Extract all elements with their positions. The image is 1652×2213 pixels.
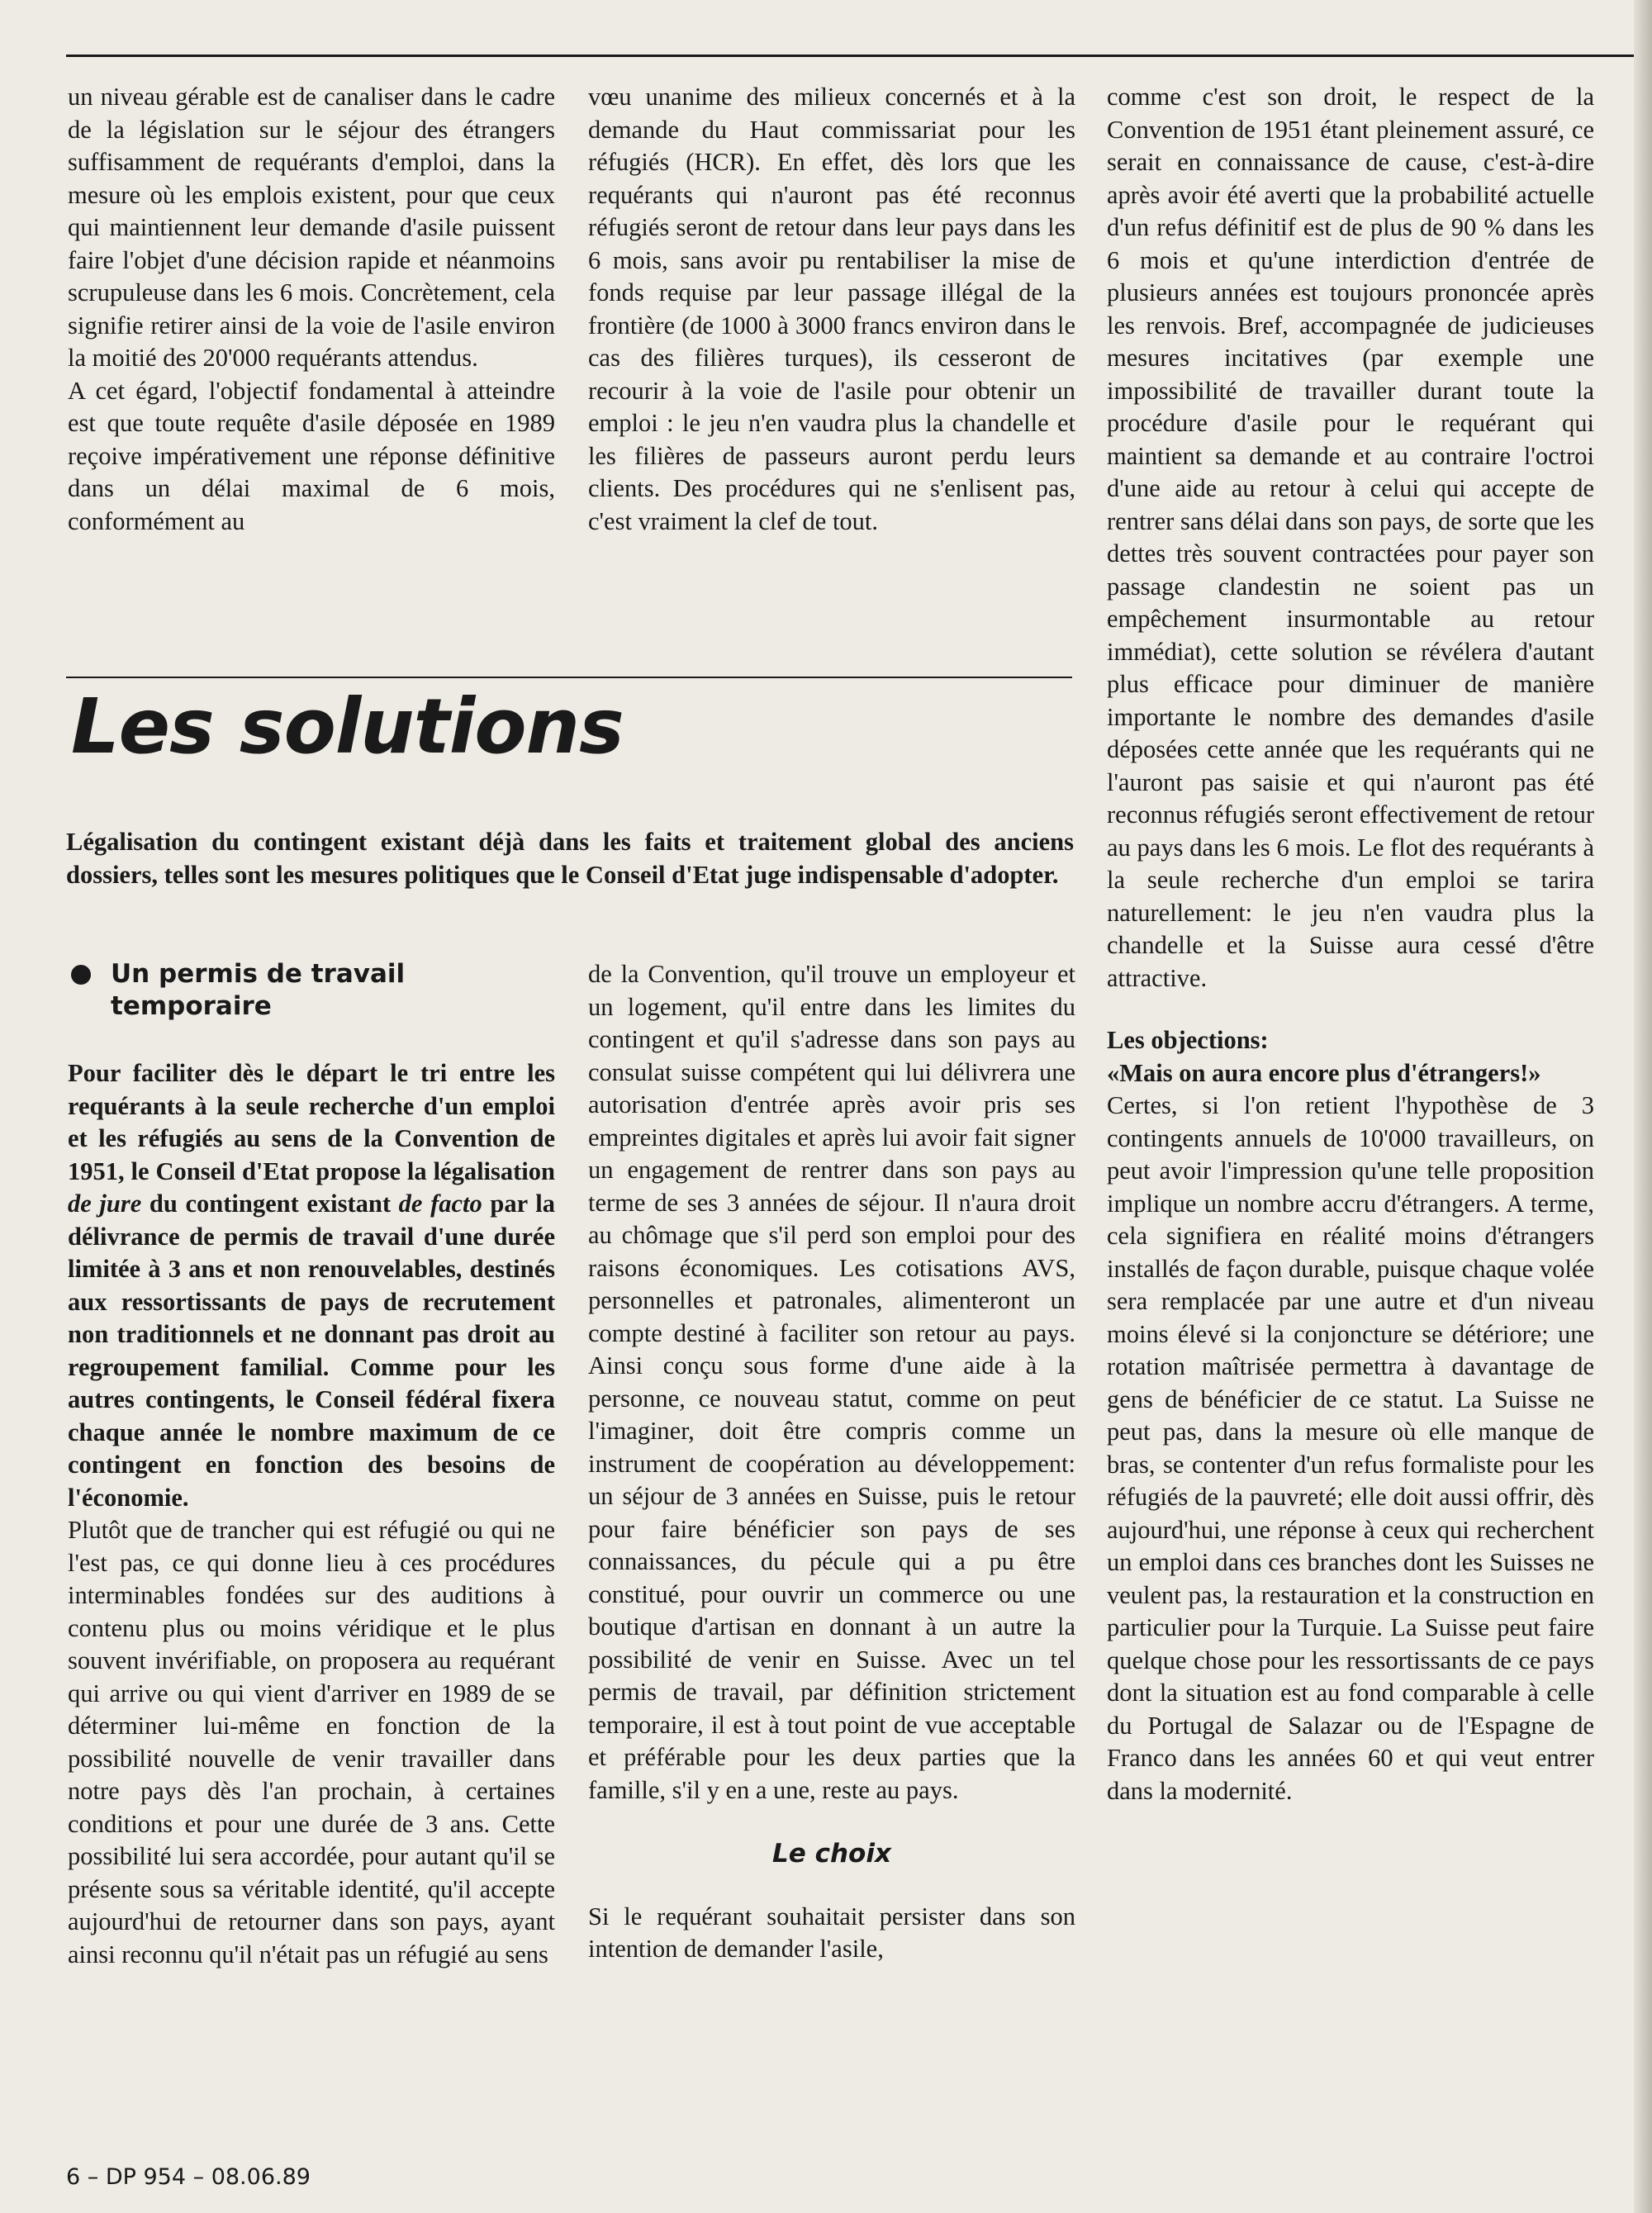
bullet-icon	[71, 965, 91, 985]
top-column-2	[588, 81, 1075, 538]
paragraph: de la Convention, qu'il trouve un employeur et un logement, qu'il entre dans les limites du contingent et qu'il s'adresse dans son pays au consulat suisse compétent qui lui délivrera une autorisation d'entrée après avoir pris ses empreintes digitales et après lui avoir fait signer un engagement de rentrer dans son pays au terme de ses 3 années de séjour. Il n'aura droit au chômage que s'il perd son emploi pour des raisons économiques. Les cotisations AVS, personnelles et patronales, alimenteront un compte destiné à faciliter son retour au pays. Ainsi conçu sous forme d'une aide à la personne, ce nouveau statut, comme on peut l'imaginer, doit être compris comme un instrument de coopération au développement: un séjour de 3 années en Suisse, puis le retour pour faire bénéficier son pays de ses connaissances, du pécule qui a pu être constitué, pour ouvrir un commerce ou une boutique d'artisan en donnant à un autre la possibilité de venir en Suisse. Avec un tel permis de travail, par définition strictement temporaire, il est à tout point de vue acceptable et préférable pour les deux parties que la famille, s'il y en a une, reste au pays.	[588, 960, 1075, 1804]
intro-paragraph	[68, 1057, 555, 1514]
page-edge-shadow	[1634, 0, 1652, 2213]
section-rule	[66, 677, 1072, 678]
objections-label: Les objections:	[1107, 1026, 1269, 1054]
paragraph: Si le requérant souhaitait persister dans son intention de demander l'asile,	[588, 1902, 1075, 1963]
paragraph: comme c'est son droit, le respect de la Convention de 1951 étant pleinement assuré, ce serait en connaissance de cause, c'est-à-dire après avoir été averti que la probabilité actuelle d'un refus définitif est de plus de 90 % dans les 6 mois et qu'une interdiction d'entrée de plusieurs années est toujours prononcée après les renvois. Bref, accompagnée de judicieuses mesures incitatives (par exemple une impossibilité de travailler durant toute la procédure d'asile pour le requérant qui maintient sa demande et au contraire l'octroi d'une aide au retour à celui qui accepte de rentrer sans délai dans son pays, de sorte que les dettes très souvent contractées pour payer son passage clandestin ne soient pas un empêchement insurmontable au retour immédiat), cette solution se révélera d'autant plus efficace pour diminuer de manière importante le nombre des demandes d'asile déposées cette année que les requérants qui ne l'auront pas saisie et qui n'auront pas été reconnus réfugiés seront effectivement de retour au pays dans les 6 mois. Le flot des requérants à la seule recherche d'un emploi se tarira naturellement: le jeu n'en vaudra plus la chandelle et la Suisse aura cessé d'être attractive.	[1107, 83, 1594, 992]
paragraph: Plutôt que de trancher qui est réfugié ou qui ne l'est pas, ce qui donne lieu à ces procédures interminables fondées sur des auditions à contenu plus ou moins véridique et le plus souvent invérifiable, on proposera au requérant qui arrive ou qui vient d'arriver en 1989 de se déterminer lui-même en fonction de la possibilité nouvelle de venir travailler dans notre pays dès l'an prochain, à certaines conditions et pour une durée de 3 ans. Cette possibilité lui sera accordée, pour autant qu'il se présente sous sa véritable identité, qu'il accepte aujourd'hui de retourner dans son pays, ayant ainsi reconnu qu'il n'était pas un réfugié au sens	[68, 1516, 555, 1968]
top-column-1	[68, 81, 555, 538]
intro-emphasis: de jure	[68, 1190, 142, 1218]
bottom-column-1	[68, 958, 555, 1971]
lead-paragraph: Légalisation du contingent existant déjà dans les faits et traitement global des anciens dossiers, telles sont les mesures politiques que le Conseil d'Etat juge indispensable d'adopter.	[66, 828, 1074, 889]
top-rule	[66, 55, 1634, 57]
paragraph: Certes, si l'on retient l'hypothèse de 3 contingents annuels de 10'000 travailleurs, on peut avoir l'impression qu'une telle proposition implique un nombre accru d'étrangers. A terme, cela signifiera en réalité moins d'étrangers installés de façon durable, puisque chaque volée sera remplacée par une autre et d'un niveau moins élevé si la conjoncture se détériore; une rotation maîtrisée permettra à davantage de gens de bénéficier de ce statut. La Suisse ne peut pas, dans la mesure où elle manque de bras, se contenter d'un refus formaliste pour les réfugiés de la pauvreté; elle doit aussi offrir, dès aujourd'hui, une réponse à ceux qui recherchent un emploi dans ces branches dont les Suisses ne veulent pas, la restauration et la construction en particulier pour la Turquie. La Suisse peut faire quelque chose pour les ressortissants de ce pays dont la situation est au fond comparable à celle du Portugal de Salazar ou de l'Espagne de Franco dans les années 60 et qui veut entrer dans la modernité.	[1107, 1091, 1594, 1805]
paragraph: A cet égard, l'objectif fondamental à atteindre est que toute requête d'asile déposée en 1989 reçoive impérativement une réponse définitive dans un délai maximal de 6 mois, conformément au	[68, 376, 555, 535]
subsection-heading-text: Un permis de travail temporaire	[111, 959, 406, 1021]
bottom-column-2	[588, 958, 1075, 1966]
choice-heading: Le choix	[772, 1839, 891, 1869]
subsection-heading	[68, 958, 555, 1023]
section-title: Les solutions	[71, 682, 624, 771]
paragraph: un niveau gérable est de canaliser dans le cadre de la législation sur le séjour des étrangers suffisamment de requérants d'emploi, dans la mesure où les emplois existent, pour que ceux qui maintiennent leur demande d'asile puissent faire l'objet d'une décision rapide et néanmoins scrupuleuse dans les 6 mois. Concrètement, cela signifie retirer ainsi de la voie de l'asile environ la moitié des 20'000 requérants attendus.	[68, 83, 555, 372]
intro-text: du contingent existant	[141, 1190, 399, 1218]
intro-emphasis: de facto	[398, 1190, 482, 1218]
objections-quote: «Mais on aura encore plus d'étrangers!»	[1107, 1058, 1541, 1087]
page-footer: 6 – DP 954 – 08.06.89	[66, 2164, 311, 2190]
column-3	[1107, 81, 1594, 1807]
intro-text: par la délivrance de permis de travail d'une durée limitée à 3 ans et non renouvelables, destinés aux ressortissants de pays de recrutement non traditionnels et ne donnant pas droit au regroupement familial. Comme pour les autres contingents, le Conseil fédéral fixera chaque année le nombre maximum de ce contingent en fonction des besoins de l'économie.	[68, 1190, 555, 1512]
intro-text: Pour faciliter dès le départ le tri entre les requérants à la seule recherche d'un emploi et les réfugiés au sens de la Convention de 1951, le Conseil d'Etat propose la légalisation	[68, 1059, 555, 1185]
paragraph: vœu unanime des milieux concernés et à la demande du Haut commissariat pour les réfugiés (HCR). En effet, dès lors que les requérants qui n'auront pas été reconnus réfugiés seront de retour dans leur pays dans les 6 mois, sans avoir pu rentabiliser la mise de fonds requise par leur passage illégal de la frontière (de 1000 à 3000 francs environ dans le cas des filières turques), ils cesseront de recourir à la voie de l'asile pour obtenir un emploi : le jeu n'en vaudra plus la chandelle et les filières de passeurs auront perdu leurs clients. Des procédures qui ne s'enlisent pas, c'est vraiment la clef de tout.	[588, 83, 1075, 535]
